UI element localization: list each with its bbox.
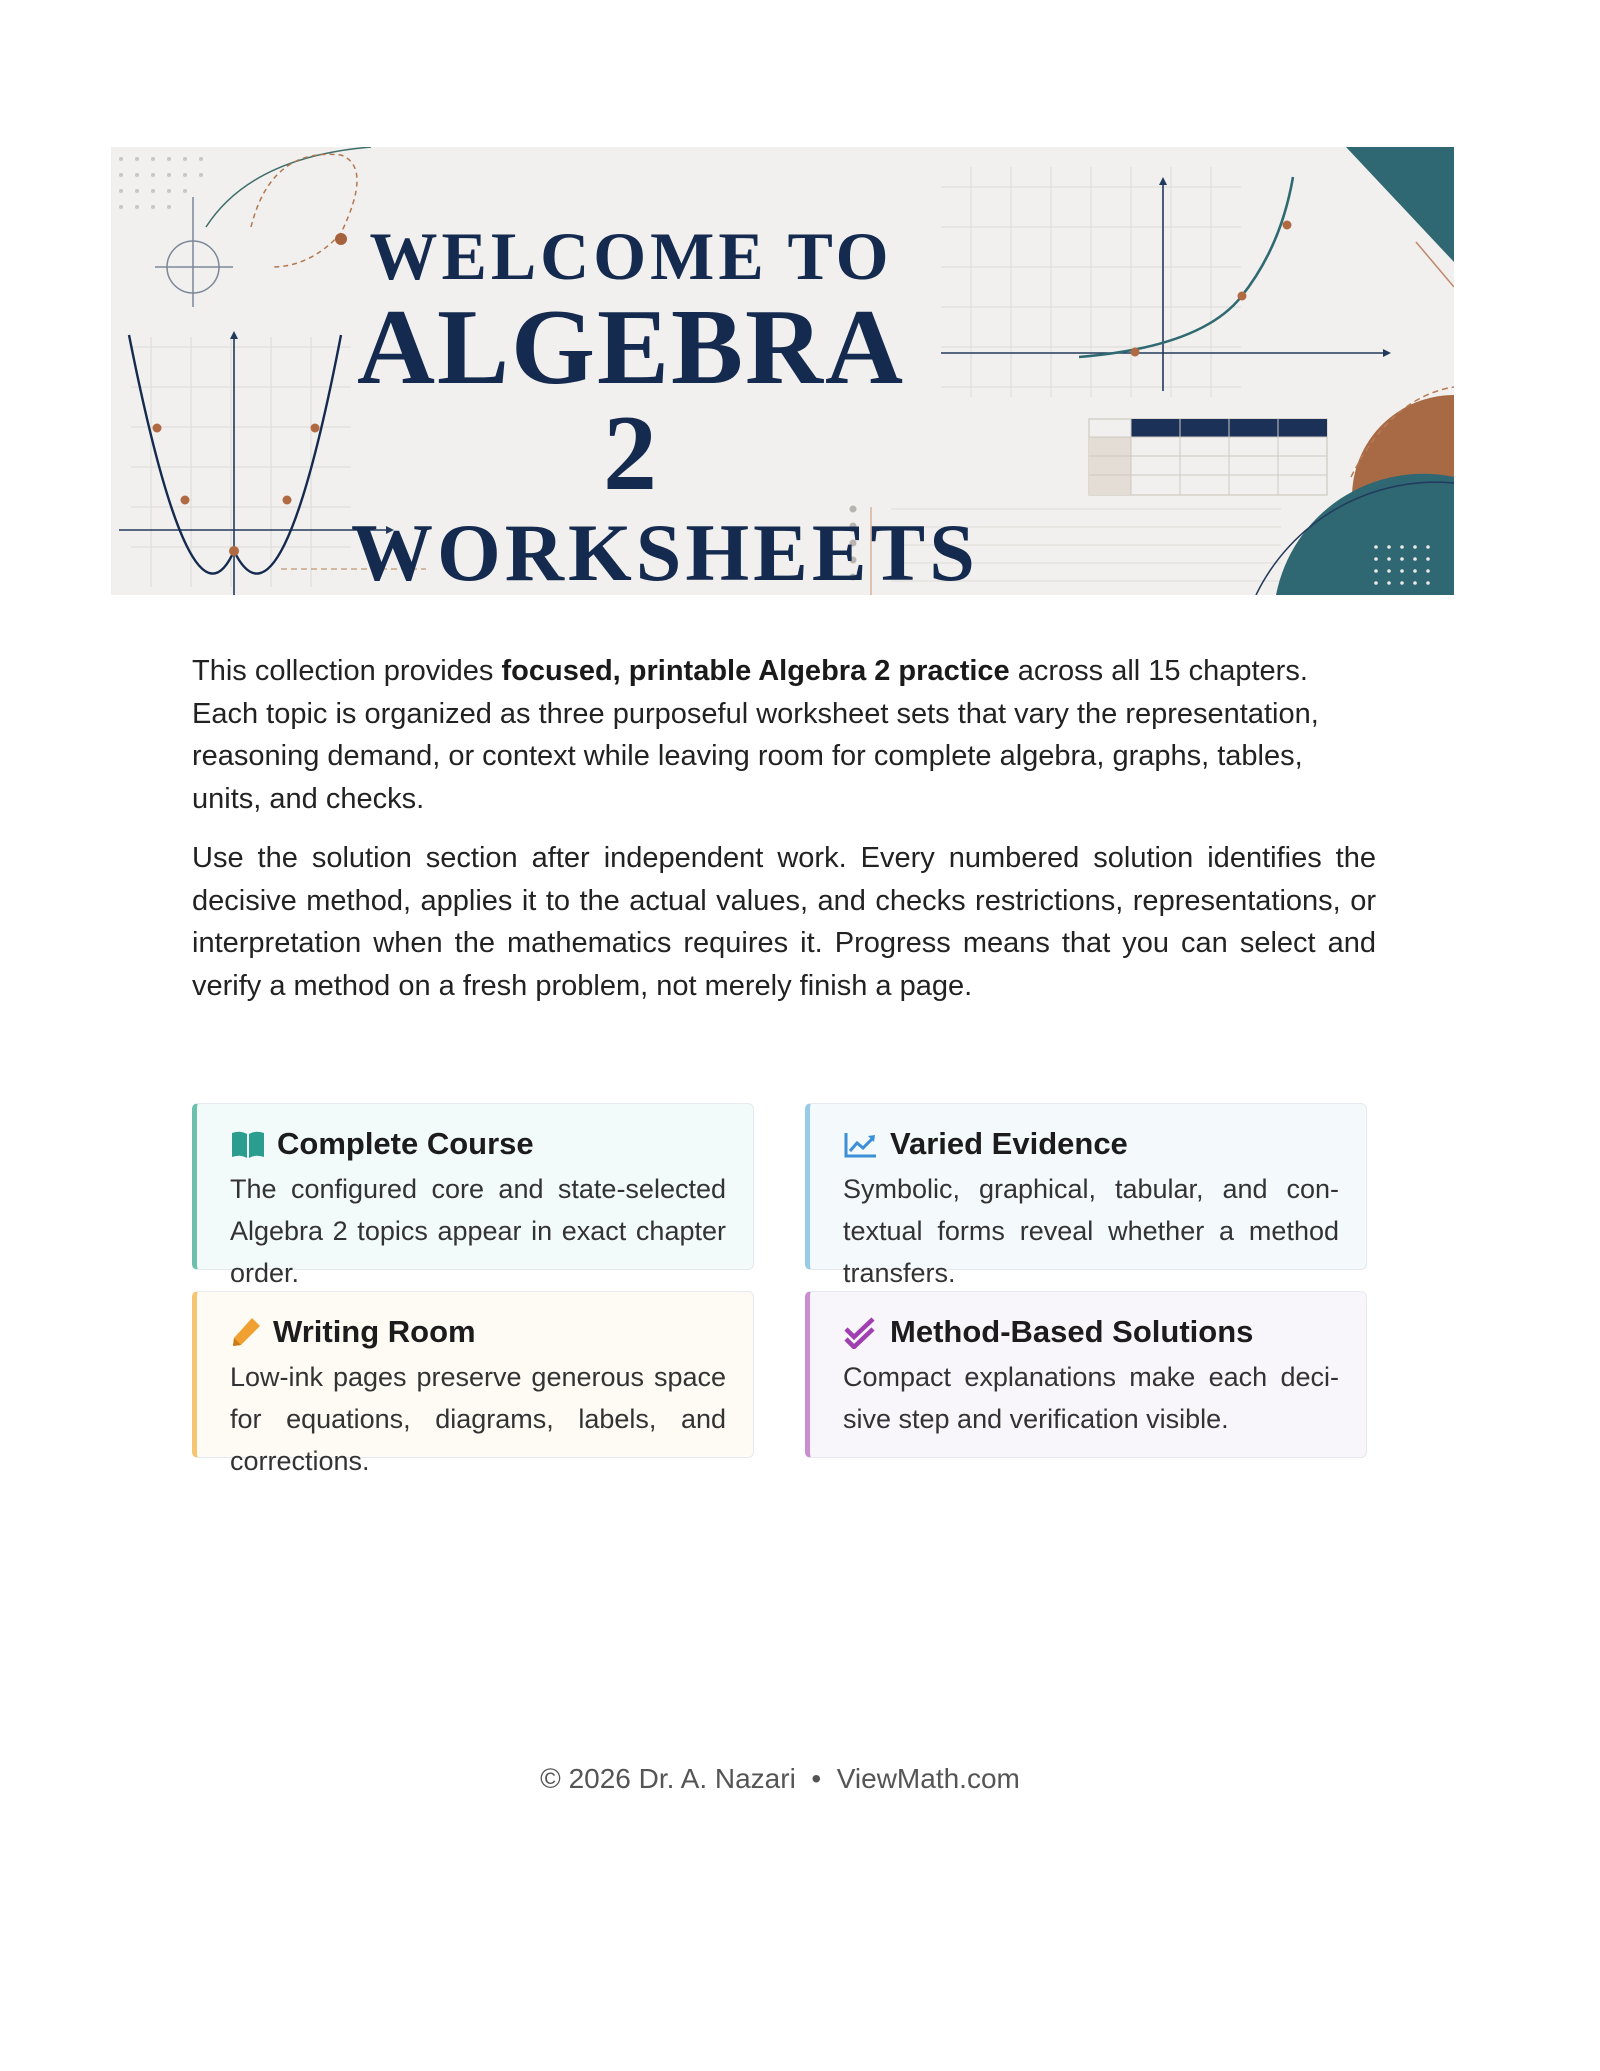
intro-p1-start: This collection provides — [192, 655, 502, 687]
feature-card-description: Low-ink pages preserve generous space for equations, diagrams, labels, and corrections. — [230, 1362, 726, 1476]
intro-paragraph-1 — [192, 650, 1376, 820]
feature-card-complete-course — [192, 1103, 754, 1288]
feature-card-title: Complete Course — [277, 1126, 534, 1161]
feature-card-header — [843, 1314, 1253, 1350]
pencil-icon — [230, 1315, 262, 1349]
open-book-icon — [230, 1127, 266, 1161]
banner-title — [351, 217, 979, 595]
header-banner — [111, 147, 1454, 595]
intro-p1-end: across all 15 chapters. Each topic is organized as three purposeful worksheet sets that vary the representation, reasoning demand, or context while leaving room for complete algebra, graphs, tables, units, and checks. — [192, 655, 1319, 815]
intro-text — [192, 650, 1376, 1024]
intro-p1-emphasis: focused, printable Algebra 2 practice — [501, 655, 1010, 687]
page-footer — [0, 1763, 1560, 1795]
footer-copyright: © 2026 Dr. A. Nazari — [540, 1763, 796, 1794]
feature-card-title: Writing Room — [273, 1314, 476, 1349]
footer-separator: • — [811, 1763, 822, 1794]
feature-card-description: Symbolic, graphical, tabular, and contextual forms reveal whether a method transfers. — [843, 1174, 1339, 1288]
banner-title-line2: ALGEBRA 2 — [356, 288, 906, 513]
trend-chart-icon — [843, 1127, 879, 1161]
intro-paragraph-2: Use the solution section after independent work. Every numbered solution identifies the decisive method, applies it to the actual values, and checks restrictions, representations, or interpretation when the mathematics requires it. Progress means that you can select and verify a method on a fresh problem, not merely finish a page. — [192, 842, 1376, 1002]
double-check-icon — [843, 1315, 879, 1349]
feature-card-method-solutions — [805, 1291, 1367, 1458]
feature-card-title: Varied Evidence — [890, 1126, 1128, 1161]
feature-card-varied-evidence — [805, 1103, 1367, 1288]
feature-card-header — [230, 1314, 476, 1350]
banner-title-line1: WELCOME TO — [369, 218, 893, 294]
footer-site: ViewMath.com — [836, 1763, 1020, 1794]
feature-card-title: Method-Based Solutions — [890, 1314, 1254, 1349]
feature-card-description: The configured core and state-selected Algebra 2 topics appear in exact chapter order. — [230, 1174, 726, 1288]
feature-card-header — [230, 1126, 534, 1162]
banner-title-line3: WORKSHEETS — [351, 507, 979, 595]
feature-card-header — [843, 1126, 1128, 1162]
feature-card-description: Compact explanations make each decisive step and verification visible. — [843, 1362, 1339, 1434]
feature-card-writing-room — [192, 1291, 754, 1476]
